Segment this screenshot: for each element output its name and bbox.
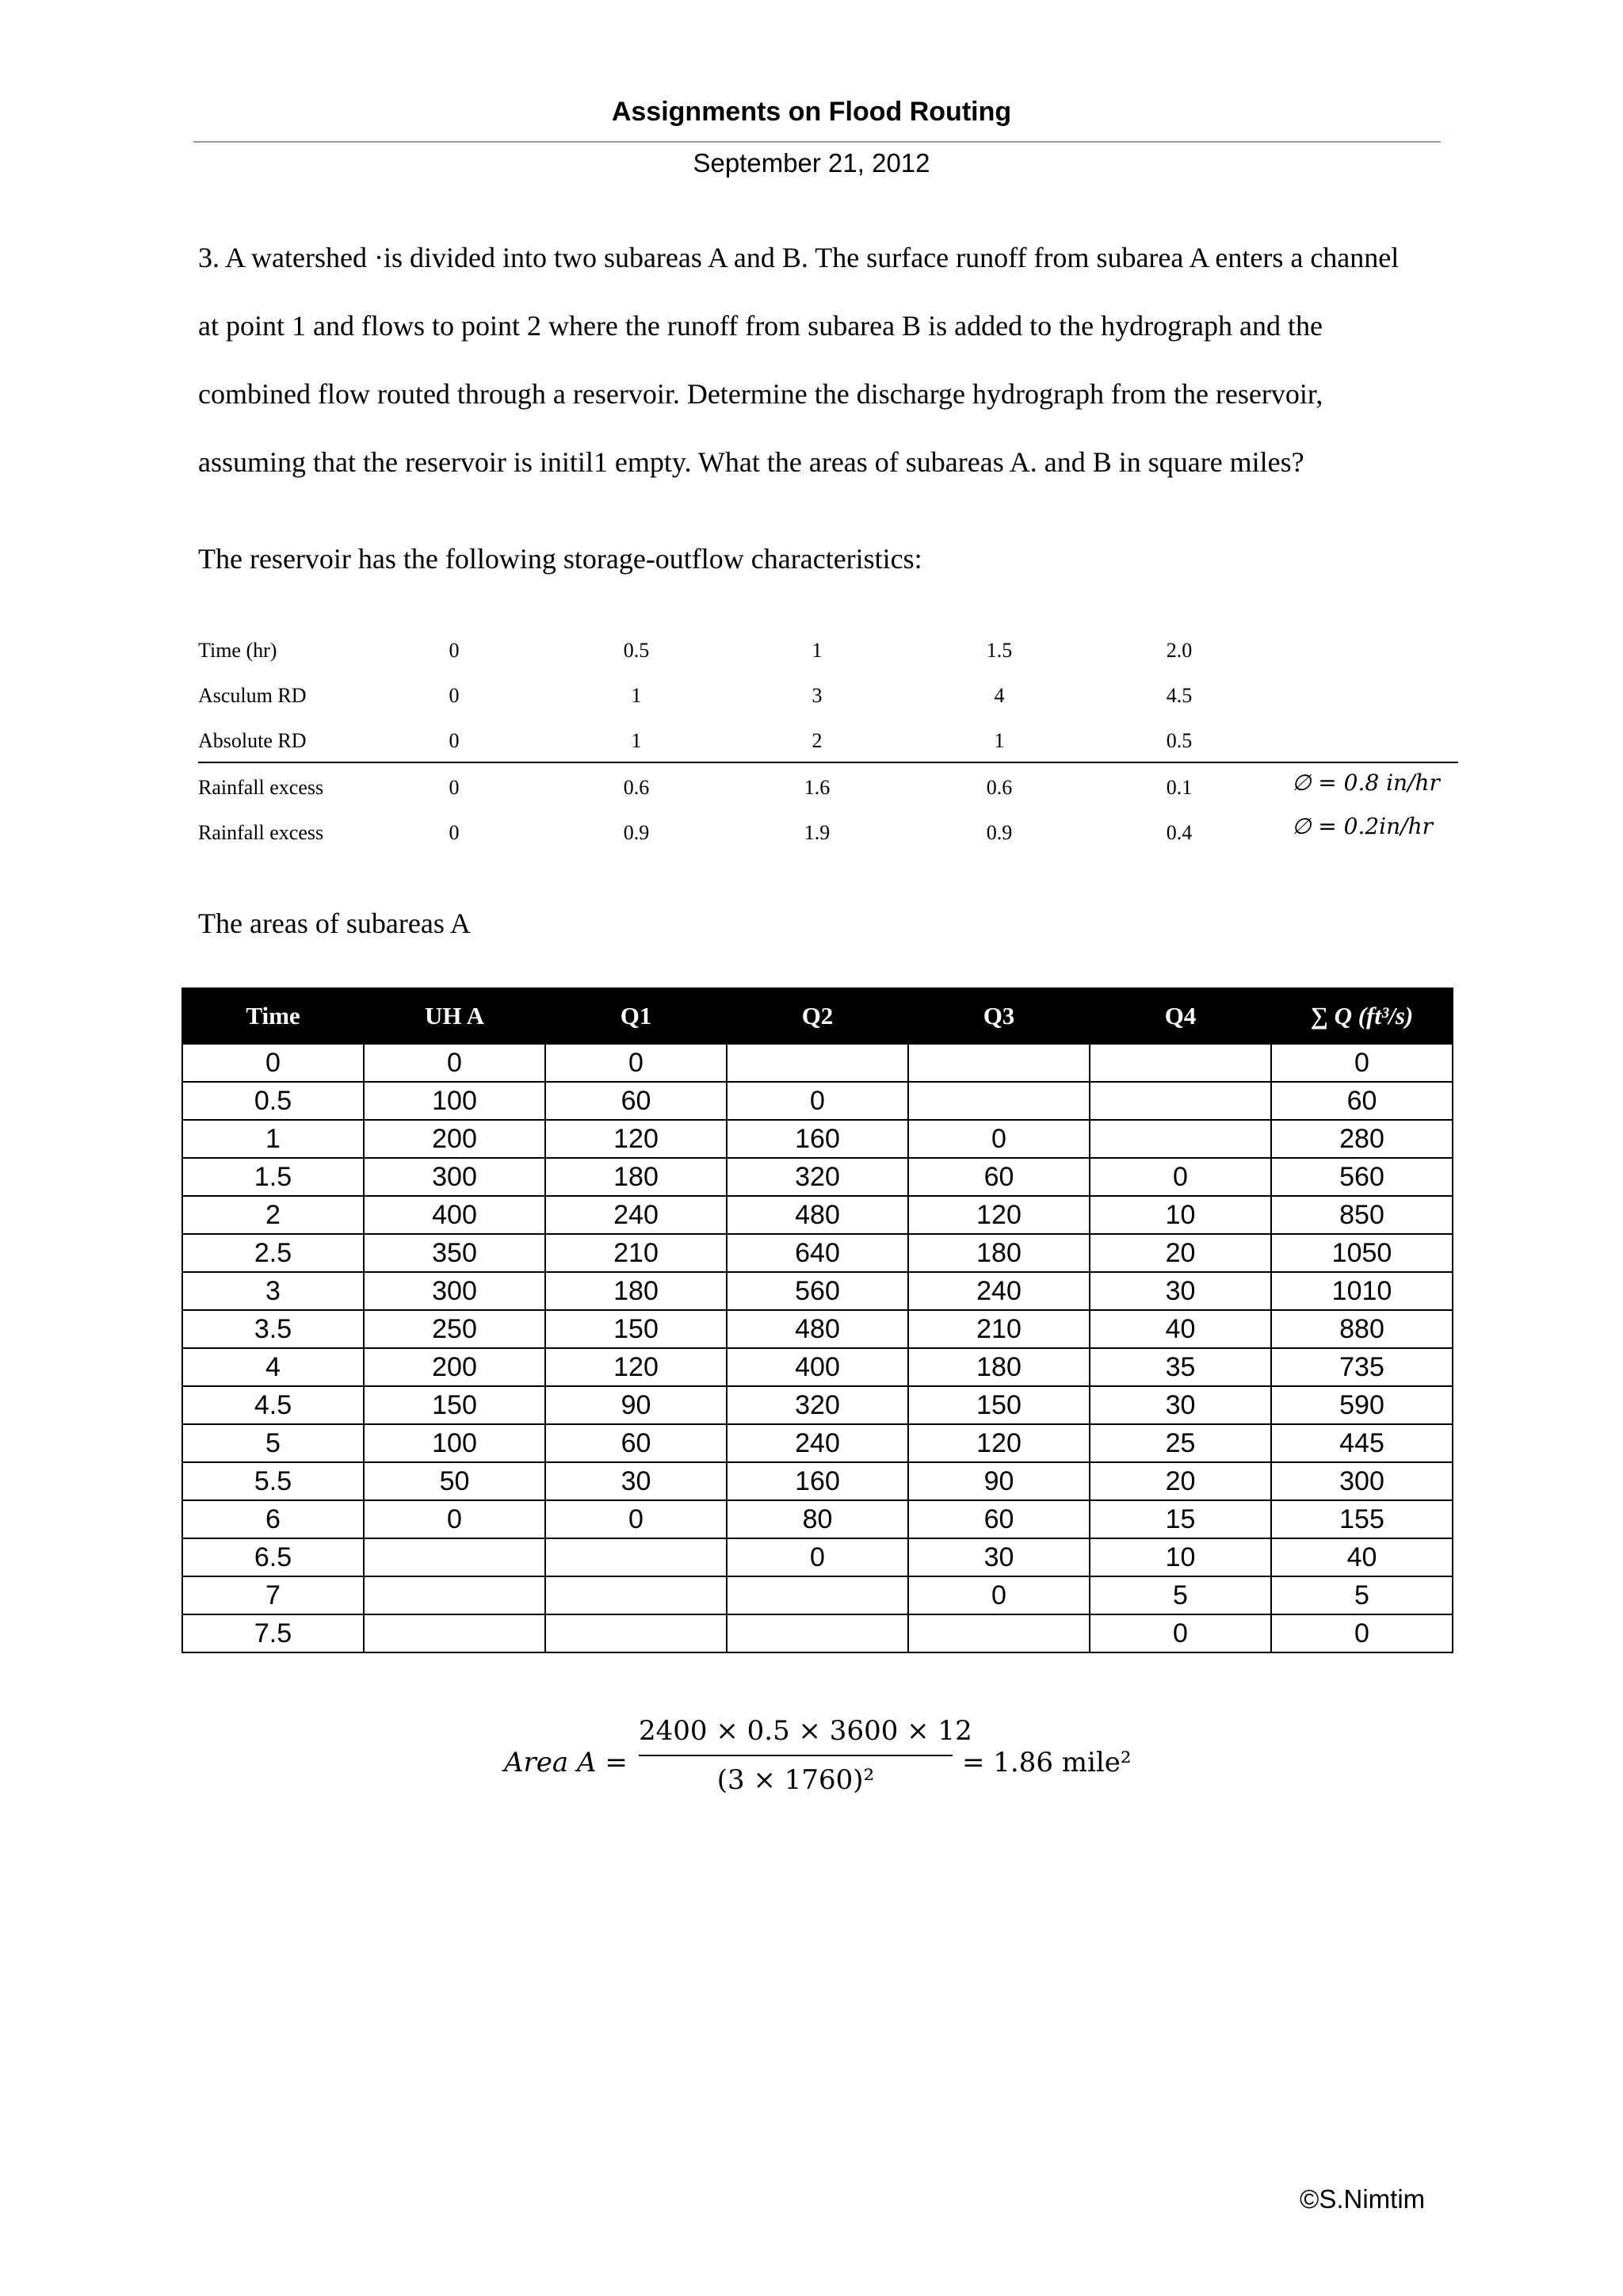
table-cell: 0 bbox=[449, 821, 460, 844]
row-label: Asculum RD bbox=[198, 684, 307, 707]
table-cell: 10 bbox=[1090, 1538, 1271, 1576]
header-divider bbox=[193, 141, 1441, 143]
table-cell bbox=[908, 1614, 1090, 1652]
table-cell: 3 bbox=[182, 1272, 364, 1310]
table-cell: 2 bbox=[812, 729, 823, 752]
table-cell: 160 bbox=[727, 1120, 908, 1158]
table-cell bbox=[364, 1576, 545, 1614]
table-cell: 0.6 bbox=[623, 776, 650, 799]
table-cell bbox=[545, 1614, 727, 1652]
table-cell: 5 bbox=[1090, 1576, 1271, 1614]
table-cell: 0 bbox=[364, 1044, 545, 1082]
table-cell: 6 bbox=[182, 1500, 364, 1538]
table-cell: 480 bbox=[727, 1196, 908, 1234]
table-cell: 120 bbox=[908, 1424, 1090, 1462]
table-cell: 25 bbox=[1090, 1424, 1271, 1462]
table-cell: 0.5 bbox=[623, 639, 650, 662]
table-row bbox=[198, 671, 1458, 716]
table-cell: 0 bbox=[727, 1082, 908, 1120]
table-cell: 4 bbox=[182, 1348, 364, 1386]
row-label: Rainfall excess bbox=[198, 776, 324, 799]
table-cell: 1.9 bbox=[804, 821, 831, 844]
table-cell: 30 bbox=[545, 1462, 727, 1500]
table-header-row bbox=[182, 988, 1453, 1044]
table-cell: 20 bbox=[1090, 1234, 1271, 1272]
table-cell: 735 bbox=[1271, 1348, 1453, 1386]
table-cell: 0 bbox=[364, 1500, 545, 1538]
formula-denominator: (3 × 1760)² bbox=[716, 1764, 875, 1796]
table-row bbox=[182, 1120, 1453, 1158]
table-cell: 3 bbox=[812, 684, 823, 707]
table-cell: 60 bbox=[545, 1424, 727, 1462]
table-cell: 1 bbox=[631, 684, 642, 707]
table-cell: 35 bbox=[1090, 1348, 1271, 1386]
table-cell: 90 bbox=[545, 1386, 727, 1424]
row-label: Rainfall excess bbox=[198, 821, 324, 844]
table-cell: 1.6 bbox=[804, 776, 831, 799]
table-cell: 0 bbox=[1271, 1614, 1453, 1652]
problem-line-1: 3. A watershed ·is divided into two subareas A and B. The surface runoff from subarea A enters a channel bbox=[198, 242, 1400, 273]
copyright-footer: ©S.Nimtim bbox=[1300, 2184, 1426, 2214]
table-cell: 30 bbox=[1090, 1272, 1271, 1310]
table-cell: 3.5 bbox=[182, 1310, 364, 1348]
table-row bbox=[182, 1424, 1453, 1462]
table-cell: 100 bbox=[364, 1082, 545, 1120]
table-row bbox=[182, 1310, 1453, 1348]
table-cell: 240 bbox=[545, 1196, 727, 1234]
table-cell: 0 bbox=[182, 1044, 364, 1082]
table-cell: 210 bbox=[545, 1234, 727, 1272]
table-cell bbox=[727, 1044, 908, 1082]
table-cell: 120 bbox=[545, 1348, 727, 1386]
table-cell: 0.5 bbox=[1166, 729, 1193, 752]
table-cell bbox=[1090, 1120, 1271, 1158]
table-cell: 0 bbox=[545, 1044, 727, 1082]
table-cell: 0 bbox=[908, 1576, 1090, 1614]
table-cell bbox=[364, 1614, 545, 1652]
hydrograph-table bbox=[181, 988, 1453, 1653]
table-cell: 4.5 bbox=[182, 1386, 364, 1424]
table-cell: 240 bbox=[727, 1424, 908, 1462]
table-row bbox=[182, 1158, 1453, 1196]
table-row bbox=[182, 1082, 1453, 1120]
table-cell: 350 bbox=[364, 1234, 545, 1272]
table-row bbox=[182, 1272, 1453, 1310]
table-cell: 1050 bbox=[1271, 1234, 1453, 1272]
table-cell: 640 bbox=[727, 1234, 908, 1272]
table-cell: 0.4 bbox=[1166, 821, 1193, 844]
table-cell: 400 bbox=[727, 1348, 908, 1386]
table-cell: 30 bbox=[908, 1538, 1090, 1576]
table-cell: 0 bbox=[449, 684, 460, 707]
table-cell: 300 bbox=[364, 1158, 545, 1196]
table-cell: 15 bbox=[1090, 1500, 1271, 1538]
storage-intro: The reservoir has the following storage-outflow characteristics: bbox=[198, 543, 922, 575]
table-cell: 7 bbox=[182, 1576, 364, 1614]
table-cell: 0.9 bbox=[986, 821, 1013, 844]
table-cell: 4 bbox=[994, 684, 1005, 707]
table-cell: 300 bbox=[364, 1272, 545, 1310]
table-row bbox=[182, 1538, 1453, 1576]
table-cell: 880 bbox=[1271, 1310, 1453, 1348]
problem-line-3: combined flow routed through a reservoir. Determine the discharge hydrograph from the reservoir, bbox=[198, 378, 1323, 410]
row-label: Absolute RD bbox=[198, 729, 307, 752]
table-cell bbox=[727, 1576, 908, 1614]
table-cell: 240 bbox=[908, 1272, 1090, 1310]
table-cell: 100 bbox=[364, 1424, 545, 1462]
table-cell: 80 bbox=[727, 1500, 908, 1538]
phi-index-note: ∅ = 0.2in/hr bbox=[1292, 813, 1434, 839]
table-cell: 150 bbox=[545, 1310, 727, 1348]
table-cell bbox=[364, 1538, 545, 1576]
table-cell: 300 bbox=[1271, 1462, 1453, 1500]
problem-line-2: at point 1 and flows to point 2 where the runoff from subarea B is added to the hydrograph and the bbox=[198, 310, 1323, 342]
table-cell: 0 bbox=[449, 639, 460, 662]
table-cell: 400 bbox=[364, 1196, 545, 1234]
table-cell: 0.6 bbox=[986, 776, 1013, 799]
table-cell: 160 bbox=[727, 1462, 908, 1500]
table-cell: 0 bbox=[1271, 1044, 1453, 1082]
table-cell: 30 bbox=[1090, 1386, 1271, 1424]
table-row bbox=[182, 1196, 1453, 1234]
table-cell: 7.5 bbox=[182, 1614, 364, 1652]
col-header-time: Time bbox=[182, 988, 364, 1044]
table-row bbox=[182, 1386, 1453, 1424]
table-cell bbox=[908, 1082, 1090, 1120]
table-cell: 1.5 bbox=[986, 639, 1013, 662]
table-cell: 280 bbox=[1271, 1120, 1453, 1158]
table-cell: 1 bbox=[631, 729, 642, 752]
table-cell: 180 bbox=[545, 1272, 727, 1310]
table-cell: 150 bbox=[908, 1386, 1090, 1424]
table-row bbox=[198, 716, 1458, 763]
table-cell: 60 bbox=[908, 1158, 1090, 1196]
col-header-q1: Q1 bbox=[545, 988, 727, 1044]
col-header-sum-q: ∑ Q (ft³/s) bbox=[1271, 988, 1453, 1044]
formula-rhs: = 1.86 mile² bbox=[962, 1747, 1132, 1778]
table-cell: 2.0 bbox=[1166, 639, 1193, 662]
table-cell: 0.9 bbox=[623, 821, 650, 844]
table-cell: 60 bbox=[1271, 1082, 1453, 1120]
table-cell: 320 bbox=[727, 1386, 908, 1424]
table-cell: 590 bbox=[1271, 1386, 1453, 1424]
table-cell: 1010 bbox=[1271, 1272, 1453, 1310]
table-cell: 480 bbox=[727, 1310, 908, 1348]
table-cell bbox=[545, 1538, 727, 1576]
table-cell bbox=[545, 1576, 727, 1614]
formula-lhs: Area A = bbox=[504, 1747, 628, 1778]
table-cell: 250 bbox=[364, 1310, 545, 1348]
table-cell: 200 bbox=[364, 1348, 545, 1386]
table-cell: 2 bbox=[182, 1196, 364, 1234]
table-row bbox=[182, 1044, 1453, 1082]
table-cell: 5.5 bbox=[182, 1462, 364, 1500]
table-cell bbox=[727, 1614, 908, 1652]
table-row bbox=[182, 1348, 1453, 1386]
table-cell: 5 bbox=[1271, 1576, 1453, 1614]
table-cell: 0 bbox=[1090, 1158, 1271, 1196]
table-cell bbox=[1090, 1082, 1271, 1120]
table-cell: 120 bbox=[908, 1196, 1090, 1234]
table-cell: 4.5 bbox=[1166, 684, 1193, 707]
table-row bbox=[182, 1462, 1453, 1500]
problem-line-4: assuming that the reservoir is initil1 empty. What the areas of subareas A. and B in square miles? bbox=[198, 446, 1304, 478]
table-cell: 20 bbox=[1090, 1462, 1271, 1500]
table-cell: 40 bbox=[1090, 1310, 1271, 1348]
table-cell: 150 bbox=[364, 1386, 545, 1424]
table-cell bbox=[908, 1044, 1090, 1082]
table-cell: 90 bbox=[908, 1462, 1090, 1500]
table-cell: 180 bbox=[545, 1158, 727, 1196]
table-cell: 200 bbox=[364, 1120, 545, 1158]
table-cell: 1 bbox=[994, 729, 1005, 752]
table-row bbox=[198, 626, 1458, 671]
table-cell: 0.5 bbox=[182, 1082, 364, 1120]
table-cell: 0 bbox=[449, 729, 460, 752]
table-row bbox=[182, 1614, 1453, 1652]
table-cell: 1.5 bbox=[182, 1158, 364, 1196]
col-header-uh-a: UH A bbox=[364, 988, 545, 1044]
table-cell: 10 bbox=[1090, 1196, 1271, 1234]
table-cell: 0 bbox=[908, 1120, 1090, 1158]
document-date: September 21, 2012 bbox=[693, 148, 930, 178]
phi-index-note: ∅ = 0.8 in/hr bbox=[1292, 770, 1440, 796]
storage-outflow-table bbox=[198, 626, 1458, 854]
table-cell: 445 bbox=[1271, 1424, 1453, 1462]
table-cell: 850 bbox=[1271, 1196, 1453, 1234]
table-cell: 6.5 bbox=[182, 1538, 364, 1576]
table-row bbox=[198, 763, 1458, 808]
document-title: Assignments on Flood Routing bbox=[611, 97, 1012, 127]
table-cell: 50 bbox=[364, 1462, 545, 1500]
table-cell: 120 bbox=[545, 1120, 727, 1158]
areas-label: The areas of subareas A bbox=[198, 907, 471, 939]
table-cell: 320 bbox=[727, 1158, 908, 1196]
table-cell: 0 bbox=[727, 1538, 908, 1576]
table-cell: 560 bbox=[727, 1272, 908, 1310]
table-cell: 60 bbox=[545, 1082, 727, 1120]
table-cell: 40 bbox=[1271, 1538, 1453, 1576]
table-row bbox=[182, 1576, 1453, 1614]
table-cell: 0 bbox=[449, 776, 460, 799]
table-cell: 5 bbox=[182, 1424, 364, 1462]
col-header-q3: Q3 bbox=[908, 988, 1090, 1044]
table-cell bbox=[1090, 1044, 1271, 1082]
table-cell: 0 bbox=[1090, 1614, 1271, 1652]
table-cell: 0.1 bbox=[1166, 776, 1193, 799]
table-cell: 1 bbox=[812, 639, 823, 662]
table-row bbox=[182, 1500, 1453, 1538]
table-cell: 1 bbox=[182, 1120, 364, 1158]
table-cell: 155 bbox=[1271, 1500, 1453, 1538]
fraction-bar bbox=[639, 1755, 953, 1756]
formula-fraction bbox=[639, 1712, 972, 1799]
table-cell: 180 bbox=[908, 1234, 1090, 1272]
col-header-q2: Q2 bbox=[727, 988, 908, 1044]
table-body bbox=[182, 1044, 1453, 1652]
area-formula bbox=[0, 1712, 1623, 1831]
table-row bbox=[198, 808, 1458, 854]
table-cell: 210 bbox=[908, 1310, 1090, 1348]
table-cell: 180 bbox=[908, 1348, 1090, 1386]
table-cell: 2.5 bbox=[182, 1234, 364, 1272]
col-header-q4: Q4 bbox=[1090, 988, 1271, 1044]
table-row bbox=[182, 1234, 1453, 1272]
table-cell: 0 bbox=[545, 1500, 727, 1538]
table-cell: 560 bbox=[1271, 1158, 1453, 1196]
row-label: Time (hr) bbox=[198, 639, 277, 662]
formula-numerator: 2400 × 0.5 × 3600 × 12 bbox=[639, 1715, 972, 1747]
table-cell: 60 bbox=[908, 1500, 1090, 1538]
